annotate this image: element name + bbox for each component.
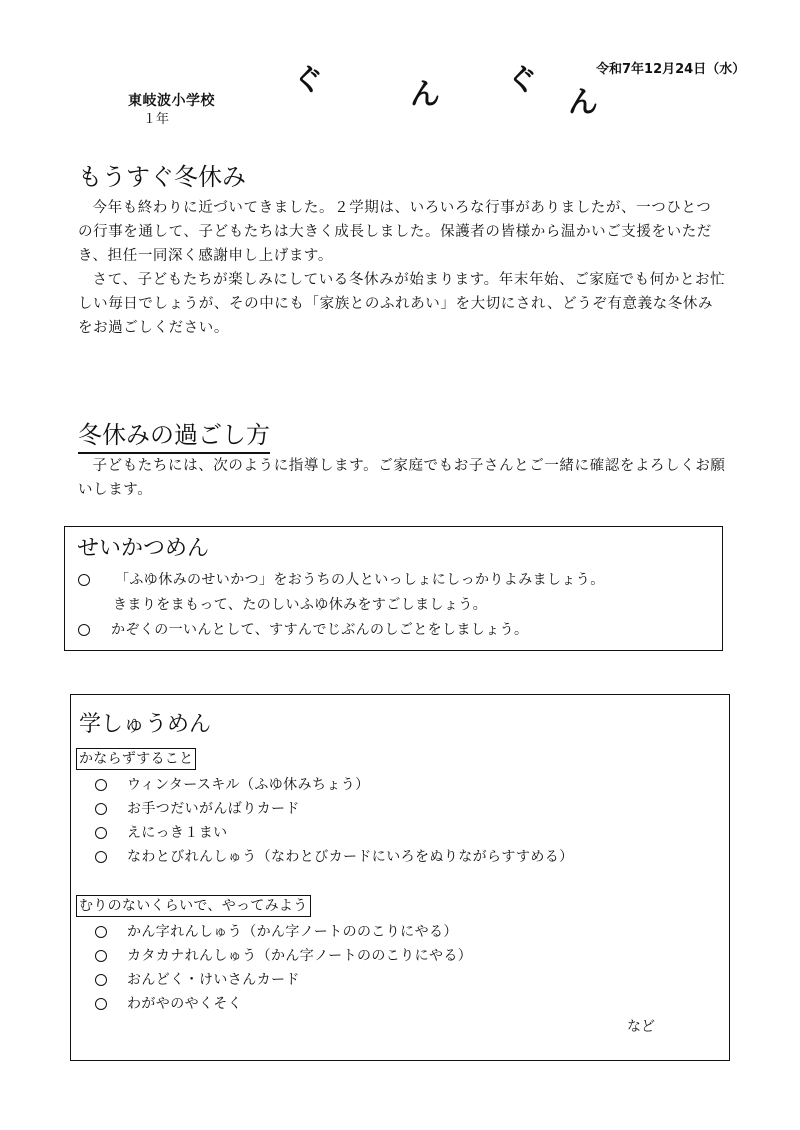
newsletter-title-char-4: ん	[568, 85, 598, 120]
life-item-2: かぞくの一いんとして、すすんでじぶんのしごとをしましょう。	[111, 622, 529, 638]
required-item-4: なわとびれんしゅう（なわとびカードにいろをぬりながらすすめる）	[127, 849, 574, 865]
life-section-box	[64, 526, 723, 651]
life-item-1-continued: きまりをまもって、たのしいふゆ休みをすごしましょう。	[113, 597, 488, 613]
optional-item-4: わがやのやくそく	[127, 996, 243, 1012]
etc-note: など	[627, 1019, 655, 1035]
required-item-1: ウィンタースキル（ふゆ休みちょう）	[127, 777, 370, 793]
circle-bullet-icon	[95, 851, 107, 863]
required-label: かならずすること	[76, 748, 196, 770]
newsletter-title-char-2: ん	[410, 77, 440, 112]
circle-bullet-icon	[95, 803, 107, 815]
life-item-1: 「ふゆ休みのせいかつ」をおうちの人といっしょにしっかりよみましょう。	[115, 572, 605, 588]
study-section-title: 学しゅうめん	[79, 712, 212, 737]
section-heading-winter-break: もうすぐ冬休み	[78, 163, 246, 191]
circle-bullet-icon	[78, 574, 90, 586]
newsletter-title-char-3: ぐ	[507, 63, 537, 98]
circle-bullet-icon	[95, 998, 107, 1010]
circle-bullet-icon	[95, 974, 107, 986]
circle-bullet-icon	[95, 950, 107, 962]
intro-text	[78, 196, 726, 340]
life-section-title: せいかつめん	[77, 536, 210, 561]
optional-item-2: カタカナれんしゅう（かん字ノートののこりにやる）	[127, 948, 473, 964]
circle-bullet-icon	[95, 926, 107, 938]
intro-paragraph-1: 今年も終わりに近づいてきました。２学期は、いろいろな行事がありましたが、一つひとつの行事を通して、子どもたちは大きく成長しました。保護者の皆様から温かいご支援をいただき、担任一同深く感謝申し上げます。	[78, 200, 712, 264]
issue-date: 令和7年12月24日（水）	[596, 62, 746, 77]
section-heading-how-to-spend: 冬休みの過ごし方	[78, 420, 270, 454]
optional-label: むりのないくらいで、やってみよう	[76, 895, 311, 917]
study-section-box	[70, 694, 730, 1061]
intro-paragraph-2: さて、子どもたちが楽しみにしている冬休みが始まります。年末年始、ご家庭でも何かとお忙しい毎日でしょうが、その中にも「家族とのふれあい」を大切にされ、どうぞ有意義な冬休みをお過ごしください。	[78, 272, 726, 336]
guidance-paragraph: 子どもたちには、次のように指導します。ご家庭でもお子さんとご一緒に確認をよろしくお願いします。	[78, 458, 726, 498]
grade-label: １年	[143, 112, 170, 127]
required-item-3: えにっき１まい	[127, 825, 228, 841]
optional-item-3: おんどく・けいさんカード	[127, 972, 300, 988]
circle-bullet-icon	[95, 827, 107, 839]
school-name: 東岐波小学校	[128, 93, 215, 109]
optional-item-1: かん字れんしゅう（かん字ノートののこりにやる）	[127, 924, 458, 940]
circle-bullet-icon	[95, 779, 107, 791]
circle-bullet-icon	[78, 624, 90, 636]
newsletter-title-char-1: ぐ	[293, 63, 323, 98]
required-item-2: お手つだいがんばりカード	[127, 801, 300, 817]
guidance-text	[78, 454, 726, 502]
